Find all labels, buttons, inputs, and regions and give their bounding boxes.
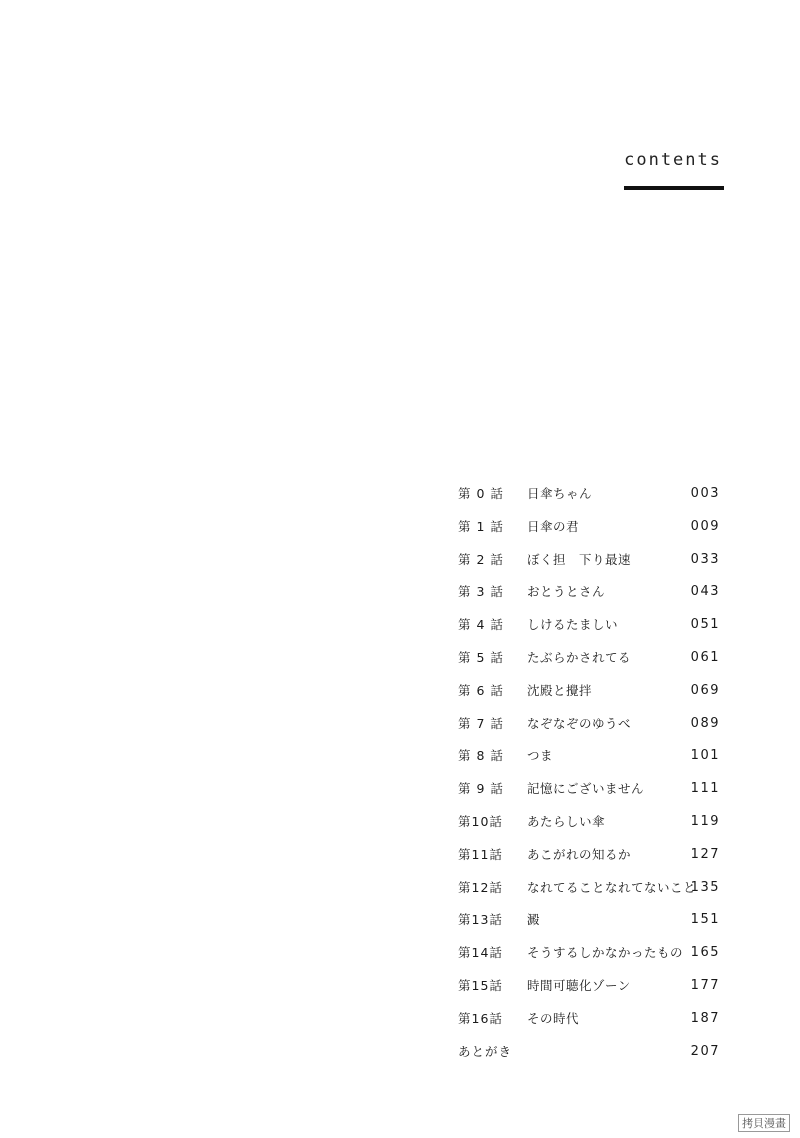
toc-chapter: 第 5 話	[458, 649, 504, 665]
toc-title: その時代	[527, 1010, 580, 1026]
toc-page: 043	[690, 584, 720, 600]
toc-title: 澱	[527, 912, 541, 928]
toc-chapter: あとがき	[458, 1043, 513, 1059]
toc-row-10	[458, 810, 724, 843]
toc-title: あこがれの知るか	[527, 846, 632, 862]
toc-page: 009	[690, 518, 720, 534]
toc-chapter: 第 7 話	[458, 715, 504, 731]
toc-title: 時間可聴化ゾーン	[527, 977, 631, 993]
toc-row-7	[458, 712, 724, 745]
toc-title: ぼく担 下り最速	[527, 551, 632, 567]
toc-page: 061	[690, 649, 720, 665]
toc-row-0	[458, 482, 724, 515]
toc-row-8	[458, 744, 724, 777]
heading-underline	[624, 186, 724, 190]
toc-chapter: 第 4 話	[458, 617, 504, 633]
toc-title: 記憶にございません	[527, 781, 645, 797]
toc-row-9	[458, 777, 724, 810]
toc-chapter: 第11話	[458, 846, 503, 862]
toc-title: 日傘ちゃん	[527, 486, 593, 501]
toc-title: つま	[527, 748, 554, 764]
toc-chapter: 第 3 話	[458, 584, 504, 600]
toc-page: 207	[690, 1043, 720, 1059]
toc-page: 135	[690, 879, 720, 895]
toc-chapter: 第10話	[458, 813, 503, 829]
toc-chapter: 第 1 話	[458, 518, 504, 534]
toc-title: そうするしかなかったもの	[527, 945, 684, 961]
toc-title: 沈殿と攪拌	[527, 682, 593, 698]
toc-title: しけるたましい	[527, 617, 619, 633]
toc-title: たぶらかされてる	[527, 649, 632, 665]
toc-row-6	[458, 679, 724, 712]
toc-title: おとうとさん	[527, 584, 606, 600]
toc-title: なれてることなれてないこと	[527, 879, 697, 895]
toc-page: 111	[690, 781, 720, 797]
toc-page: 187	[690, 1010, 720, 1026]
toc-chapter: 第 6 話	[458, 682, 504, 698]
toc-row-14	[458, 941, 724, 974]
toc-chapter: 第 0 話	[458, 486, 504, 501]
watermark-stamp: 拷貝漫畫	[738, 1114, 790, 1132]
toc-row-17	[458, 1040, 724, 1073]
table-of-contents	[458, 482, 724, 1072]
toc-chapter: 第 2 話	[458, 551, 504, 567]
toc-row-12	[458, 876, 724, 909]
toc-page: 127	[690, 846, 720, 862]
toc-chapter: 第 8 話	[458, 748, 504, 764]
toc-page: 165	[690, 945, 720, 961]
toc-chapter: 第 9 話	[458, 781, 504, 797]
toc-page: 069	[690, 682, 720, 698]
toc-page: 033	[690, 551, 720, 567]
toc-title: 日傘の君	[527, 518, 580, 534]
toc-chapter: 第14話	[458, 945, 503, 961]
toc-row-5	[458, 646, 724, 679]
toc-chapter: 第13話	[458, 912, 503, 928]
toc-page: 003	[690, 486, 720, 501]
toc-page: 051	[690, 617, 720, 633]
toc-page: 119	[690, 813, 720, 829]
toc-page: 151	[690, 912, 720, 928]
toc-title: あたらしい傘	[527, 813, 606, 829]
toc-chapter: 第16話	[458, 1010, 503, 1026]
toc-chapter: 第15話	[458, 977, 503, 993]
contents-heading: contents	[624, 150, 722, 170]
toc-row-2	[458, 548, 724, 581]
toc-title: なぞなぞのゆうべ	[527, 715, 632, 731]
toc-page: 177	[690, 977, 720, 993]
toc-row-15	[458, 974, 724, 1007]
toc-row-4	[458, 613, 724, 646]
toc-row-13	[458, 908, 724, 941]
toc-row-1	[458, 515, 724, 548]
toc-row-11	[458, 843, 724, 876]
toc-chapter: 第12話	[458, 879, 503, 895]
toc-page: 101	[690, 748, 720, 764]
toc-row-16	[458, 1007, 724, 1040]
toc-row-3	[458, 580, 724, 613]
toc-page: 089	[690, 715, 720, 731]
